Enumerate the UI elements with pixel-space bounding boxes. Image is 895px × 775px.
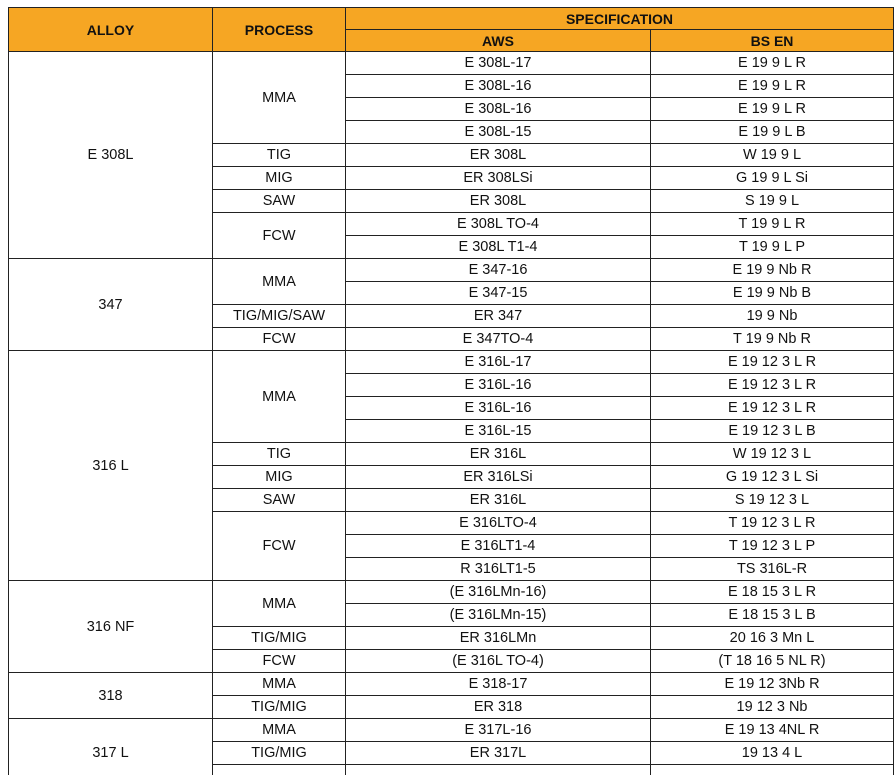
alloy-cell: 316 L (9, 351, 213, 581)
bsen-cell: E 19 9 L R (651, 98, 894, 121)
aws-cell: E 308L-16 (346, 98, 651, 121)
aws-cell: ER 317L (346, 742, 651, 765)
aws-cell: E 308L TO-4 (346, 213, 651, 236)
aws-cell: ER 347 (346, 305, 651, 328)
bsen-cell: E 19 9 Nb B (651, 282, 894, 305)
bsen-cell: 19 13 4 L (651, 742, 894, 765)
process-cell: MIG (213, 466, 346, 489)
table-row (9, 351, 894, 374)
bsen-cell: T 19 9 L R (651, 213, 894, 236)
process-cell: MMA (213, 673, 346, 696)
bsen-cell: 19 12 3 Nb (651, 696, 894, 719)
header-process: PROCESS (213, 8, 346, 52)
process-cell: MMA (213, 719, 346, 742)
table-row (9, 52, 894, 75)
process-cell: MMA (213, 52, 346, 144)
aws-cell: ER 316LSi (346, 466, 651, 489)
aws-cell: ER 308L (346, 144, 651, 167)
aws-cell: E 316LT1-4 (346, 535, 651, 558)
aws-cell: E 316LTO-4 (346, 512, 651, 535)
aws-cell: (E 316LMn-16) (346, 581, 651, 604)
aws-cell: (E 316L TO-4) (346, 650, 651, 673)
aws-cell: (E 316LMn-15) (346, 604, 651, 627)
process-cell: TIG/MIG (213, 742, 346, 765)
aws-cell: E 317L-16 (346, 719, 651, 742)
specification-table-container (8, 7, 894, 775)
table-row (9, 673, 894, 696)
alloy-cell: 347 (9, 259, 213, 351)
aws-cell: ER 318 (346, 696, 651, 719)
aws-cell: E 347-15 (346, 282, 651, 305)
process-cell: SAW (213, 489, 346, 512)
aws-cell: E 347-16 (346, 259, 651, 282)
aws-cell: E 308L T1-4 (346, 236, 651, 259)
bsen-cell: E 19 12 3Nb R (651, 673, 894, 696)
process-cell: FCW (213, 328, 346, 351)
process-cell: SAW (213, 190, 346, 213)
bsen-cell: T 19 12 3 L R (651, 512, 894, 535)
process-cell: TIG (213, 443, 346, 466)
aws-cell: ER 308LSi (346, 167, 651, 190)
process-cell: TIG/MIG/SAW (213, 305, 346, 328)
header-bsen: BS EN (651, 30, 894, 52)
header-alloy: ALLOY (9, 8, 213, 52)
table-body (9, 52, 894, 775)
table-row (9, 581, 894, 604)
aws-cell: E 318-17 (346, 673, 651, 696)
bsen-cell (651, 765, 894, 775)
aws-cell: ER 316LMn (346, 627, 651, 650)
aws-cell: ER 316L (346, 443, 651, 466)
bsen-cell: E 19 12 3 L R (651, 351, 894, 374)
bsen-cell: E 19 9 L R (651, 75, 894, 98)
alloy-cell: 317 L (9, 719, 213, 775)
process-cell: MMA (213, 259, 346, 305)
process-cell: MMA (213, 351, 346, 443)
process-cell: FCW (213, 650, 346, 673)
bsen-cell: E 18 15 3 L B (651, 604, 894, 627)
bsen-cell: G 19 12 3 L Si (651, 466, 894, 489)
header-specification: SPECIFICATION (346, 8, 894, 30)
bsen-cell: W 19 12 3 L (651, 443, 894, 466)
bsen-cell: T 19 9 L P (651, 236, 894, 259)
aws-cell: E 308L-17 (346, 52, 651, 75)
bsen-cell: S 19 9 L (651, 190, 894, 213)
bsen-cell: E 19 13 4NL R (651, 719, 894, 742)
process-cell: FCW (213, 213, 346, 259)
process-cell: MIG (213, 167, 346, 190)
aws-cell (346, 765, 651, 775)
bsen-cell: E 19 9 L B (651, 121, 894, 144)
table-row (9, 259, 894, 282)
aws-cell: E 347TO-4 (346, 328, 651, 351)
process-cell (213, 765, 346, 775)
aws-cell: E 308L-16 (346, 75, 651, 98)
bsen-cell: S 19 12 3 L (651, 489, 894, 512)
bsen-cell: T 19 9 Nb R (651, 328, 894, 351)
aws-cell: ER 316L (346, 489, 651, 512)
bsen-cell: 20 16 3 Mn L (651, 627, 894, 650)
header-aws: AWS (346, 30, 651, 52)
alloy-cell: 316 NF (9, 581, 213, 673)
process-cell: MMA (213, 581, 346, 627)
bsen-cell: E 19 12 3 L B (651, 420, 894, 443)
aws-cell: E 316L-17 (346, 351, 651, 374)
bsen-cell: G 19 9 L Si (651, 167, 894, 190)
bsen-cell: T 19 12 3 L P (651, 535, 894, 558)
aws-cell: ER 308L (346, 190, 651, 213)
alloy-specification-table (8, 7, 894, 775)
aws-cell: E 316L-16 (346, 397, 651, 420)
bsen-cell: TS 316L-R (651, 558, 894, 581)
aws-cell: R 316LT1-5 (346, 558, 651, 581)
process-cell: TIG/MIG (213, 696, 346, 719)
bsen-cell: W 19 9 L (651, 144, 894, 167)
bsen-cell: E 19 9 L R (651, 52, 894, 75)
alloy-cell: 318 (9, 673, 213, 719)
bsen-cell: 19 9 Nb (651, 305, 894, 328)
process-cell: TIG/MIG (213, 627, 346, 650)
bsen-cell: E 19 12 3 L R (651, 397, 894, 420)
process-cell: TIG (213, 144, 346, 167)
aws-cell: E 316L-15 (346, 420, 651, 443)
process-cell: FCW (213, 512, 346, 581)
bsen-cell: E 18 15 3 L R (651, 581, 894, 604)
bsen-cell: E 19 9 Nb R (651, 259, 894, 282)
alloy-cell: E 308L (9, 52, 213, 259)
bsen-cell: (T 18 16 5 NL R) (651, 650, 894, 673)
bsen-cell: E 19 12 3 L R (651, 374, 894, 397)
aws-cell: E 316L-16 (346, 374, 651, 397)
aws-cell: E 308L-15 (346, 121, 651, 144)
table-row (9, 719, 894, 742)
